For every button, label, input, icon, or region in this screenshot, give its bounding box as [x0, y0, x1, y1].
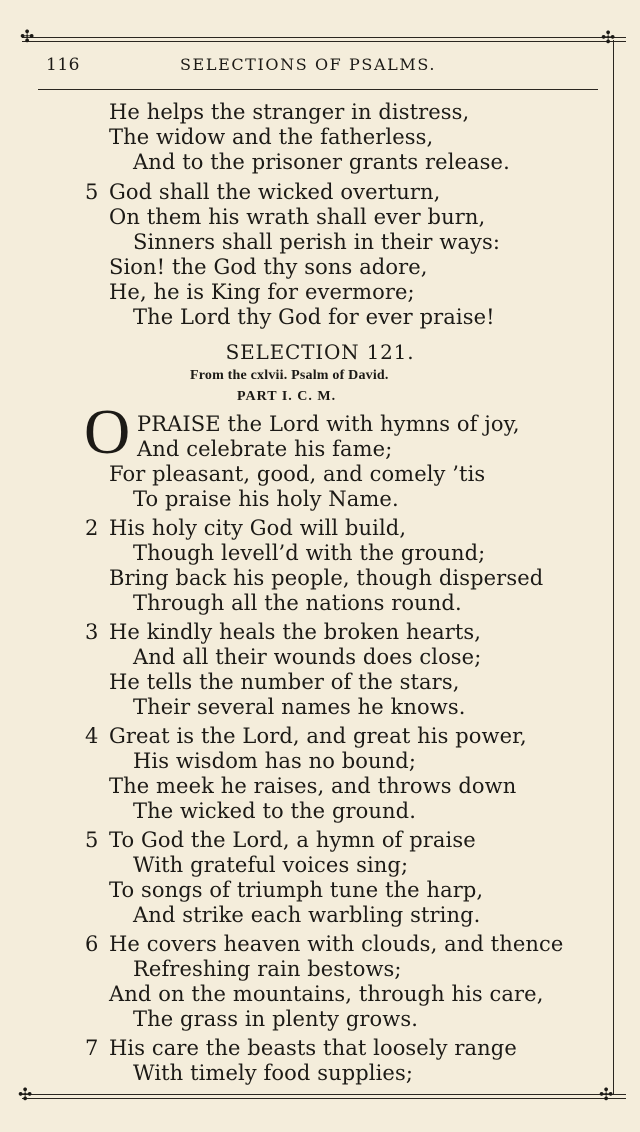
- verse-number: 3: [85, 620, 99, 644]
- verse-line: He kindly heals the broken hearts,: [109, 620, 482, 644]
- verse-line: For pleasant, good, and comely ’tis: [109, 462, 486, 486]
- verse-line: Bring back his people, though dispersed: [109, 566, 544, 590]
- verse-line: And strike each warbling string.: [133, 903, 481, 927]
- verse-number: 6: [85, 932, 99, 956]
- verse-line: Sinners shall perish in their ways:: [133, 230, 501, 254]
- verse-number: 5: [85, 180, 99, 204]
- right-border-rule: [613, 40, 614, 1094]
- verse-line: The Lord thy God for ever praise!: [133, 305, 495, 329]
- verse-line: Refreshing rain bestows;: [133, 957, 402, 981]
- verse-line: The meek he raises, and throws down: [109, 774, 517, 798]
- corner-ornament-icon: ✣: [601, 28, 616, 48]
- verse-line: His care the beasts that loosely range: [109, 1036, 517, 1060]
- verse-line: The widow and the fatherless,: [109, 125, 434, 149]
- verse-line: Sion! the God thy sons adore,: [109, 255, 428, 279]
- verse-line: And celebrate his fame;: [137, 437, 393, 461]
- verse-line: Through all the nations round.: [133, 591, 462, 615]
- verse-line: Their several names he knows.: [133, 695, 466, 719]
- drop-cap: O: [84, 396, 131, 467]
- verse-line: And to the prisoner grants release.: [133, 150, 510, 174]
- verse-line: On them his wrath shall ever burn,: [109, 205, 486, 229]
- verse-number: 2: [85, 516, 99, 540]
- corner-ornament-icon: ✣: [20, 27, 35, 47]
- verse-line: With timely food supplies;: [133, 1061, 413, 1085]
- verse-line: To songs of triumph tune the harp,: [109, 878, 484, 902]
- header-rule: [38, 89, 598, 90]
- verse-line: Great is the Lord, and great his power,: [109, 724, 527, 748]
- corner-ornament-icon: ✣: [599, 1085, 614, 1105]
- verse-line: His wisdom has no bound;: [133, 749, 417, 773]
- verse-line: He covers heaven with clouds, and thence: [109, 932, 564, 956]
- verse-line: He helps the stranger in distress,: [109, 100, 470, 124]
- verse-line: He, he is King for evermore;: [109, 280, 415, 304]
- verse-line: To God the Lord, a hymn of praise: [109, 828, 476, 852]
- verse-line: God shall the wicked overturn,: [109, 180, 441, 204]
- verse-line: And all their wounds does close;: [133, 645, 482, 669]
- selection-title-text: SELECTION 121.: [225, 340, 415, 364]
- verse-number: 4: [85, 724, 99, 748]
- verse-number: 5: [85, 828, 99, 852]
- verse-number: 7: [85, 1036, 99, 1060]
- verse-line: He tells the number of the stars,: [109, 670, 460, 694]
- verse-line: PRAISE the Lord with hymns of joy,: [137, 412, 520, 436]
- part-heading: PART I. C. M.: [237, 389, 337, 404]
- running-title: SELECTIONS OF PSALMS.: [180, 55, 437, 74]
- verse-line: The wicked to the ground.: [133, 799, 416, 823]
- selection-subtitle: From the cxlvii. Psalm of David.: [190, 368, 389, 383]
- selection-title: [0, 340, 640, 364]
- verse-line: Though levell’d with the ground;: [133, 541, 486, 565]
- top-border-rule: [22, 37, 626, 42]
- bottom-border-rule: [22, 1094, 626, 1099]
- page-number: 116: [46, 55, 80, 75]
- page-header: [0, 55, 640, 81]
- verse-line: And on the mountains, through his care,: [109, 982, 544, 1006]
- verse-line: To praise his holy Name.: [133, 487, 399, 511]
- verse-line: The grass in plenty grows.: [133, 1007, 419, 1031]
- corner-ornament-icon: ✣: [18, 1085, 33, 1105]
- verse-line: With grateful voices sing;: [133, 853, 409, 877]
- verse-line: His holy city God will build,: [109, 516, 407, 540]
